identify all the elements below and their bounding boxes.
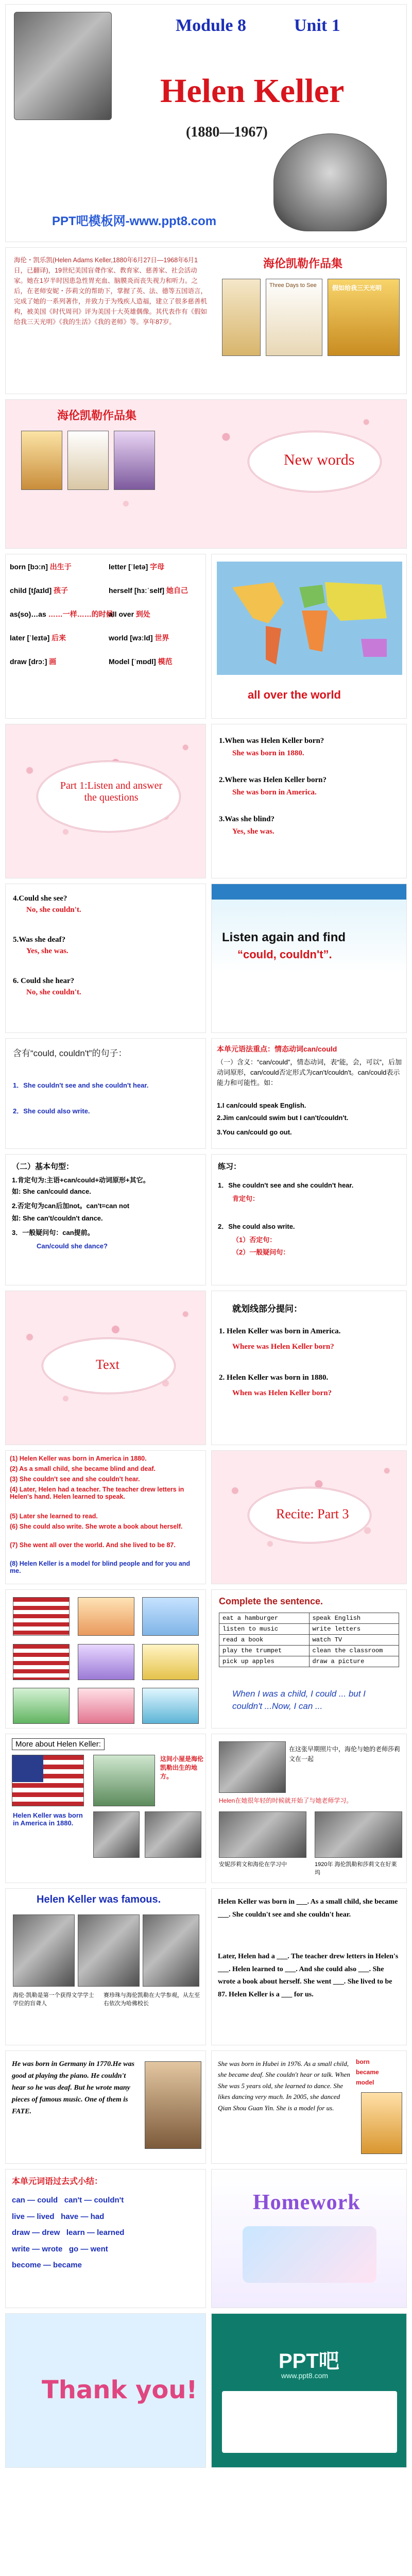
verb: learn [66,2228,85,2237]
past: had [90,2212,105,2221]
new-words-label: New words [284,451,355,468]
book-cover-5 [67,431,109,490]
question-4: 4.Could she see? [13,894,67,903]
dancer-blank-became: became [356,2069,379,2076]
word: draw [10,657,27,666]
slide-fill-blanks [211,1888,407,2045]
tense-pair: become — became [12,2261,82,2269]
tense-pair: draw — drew [12,2228,60,2237]
word: child [10,586,27,595]
slide-complete-sentence [211,1589,407,1728]
slide-sentence-patterns [5,1154,206,1285]
could-heading: 含有“could, couldn't”的句子： [13,1048,127,1058]
slide-more-photos [211,1734,407,1883]
graduation-photo [13,1914,75,1987]
word-row-9 [10,656,56,667]
answer-6: No, she couldn't. [26,988,81,996]
slide-recite [211,1450,407,1584]
word: letter [109,563,127,571]
meaning: 后来 [52,634,66,642]
phrase-row-3 [219,1635,399,1646]
word-row-5 [10,609,113,619]
famous-photo-3 [143,1914,199,1987]
phrase-cell: clean the classroom [310,1646,399,1656]
slide-famous [5,1888,206,2045]
past: learned [97,2228,125,2237]
grammar-heading: 本单元语法重点：情态动词can/could [217,1045,337,1053]
phonetic: [hɜːˈself] [134,586,165,595]
teacher-photo-2 [145,1811,201,1858]
more-about-heading: More about Helen Keller: [12,1738,105,1750]
text-line-1: (1) Helen Keller was born in America in 1880. [10,1455,147,1462]
phrase-cell: speak English [310,1613,399,1624]
hollywood-photo [315,1811,402,1858]
birth-house-caption: 这间小屋是海伦凯勒出生的地方。 [160,1755,204,1780]
years-label: (1880—1967) [186,124,268,140]
slide-thanks [5,2313,206,2468]
kids-image [142,1597,199,1636]
books-title-2: 海伦凯勒作品集 [57,409,137,422]
beethoven-text: He was born in Germany in 1770.He was good at playing the piano. He couldn't hear so he was deaf. But he wrote many pieces of famous music. One of them is FATE. [12,2060,135,2116]
phonetic: [bɔːn] [28,563,48,571]
word-row-2 [109,562,164,572]
module-label: Module 8 [176,16,246,35]
slide-listen-again [211,884,407,1033]
grammar-example-2: 2.Jim can/could swim but I can't/couldn't. [217,1114,349,1122]
phrase-row-1 [219,1613,399,1624]
answer-3: Yes, she was. [232,827,274,836]
question-6: 6. Could she hear? [13,977,75,985]
tv-image [13,1688,70,1724]
past: went [90,2244,108,2253]
verb: live [12,2212,25,2221]
hollywood-caption: 1920年 海伦凯勒和莎莉文在好莱坞 [315,1861,397,1876]
word: born [10,563,26,571]
dancer-blank-born: born [356,2058,370,2065]
book-cover-3-title: 假如给我三天光明 [332,284,382,292]
could-sentence-1: 1．She couldn't see and she couldn't hear. [13,1081,149,1089]
word-row-10 [109,656,173,667]
past-tense-list [12,2192,202,2274]
question-2: 2.Where was Helen Keller born? [219,776,327,784]
question-1: 1.When was Helen Keller born? [219,737,324,745]
phrase-cell: eat a hamburger [219,1613,310,1624]
phonetic: [wɜːld] [130,634,153,642]
pattern-2: 2.否定句为can后加not。can't=can not [12,1202,130,1210]
grammar-meaning: （一）含义：“can/could”，情态动词，表“能，会，可以”，后加动词原形，can/could否定形式为can't/couldn't。can/could表示能力和可能性。如： [217,1058,402,1087]
slide-main-title: Helen Keller [160,72,345,110]
past: became [53,2261,82,2269]
phonetic: …as [31,610,46,618]
tense-pair: live — lived [12,2212,55,2221]
text-line-2: (2) As a small child, she became blind and deaf. [10,1465,156,1472]
slide-homework [211,2169,407,2308]
patterns-heading: （二）基本句型： [12,1162,74,1171]
could-sentence-2: 2．She could also write. [13,1107,90,1115]
study-caption: 安妮莎莉文和海伦在学习中 [219,1861,287,1868]
pattern-2-example: 如: She can't/couldn't dance. [12,1214,103,1222]
slide-activity-images [5,1589,206,1728]
ask-answer-2: When was Helen Keller born? [232,1389,332,1397]
young-study-text: Helen在她很年轻的时候就开始了与她老师学习。 [219,1797,353,1804]
girl-image [78,1597,134,1636]
recite-label: Recite: Part 3 [276,1506,349,1521]
homework-decoration [243,2226,376,2283]
slide-beethoven [5,2050,206,2164]
word-row-3 [10,585,68,596]
book-cover-2-title: Three Days to See [269,282,317,289]
brand-url[interactable]: www.ppt8.com [281,2371,329,2380]
ask-question-1: 1. Helen Keller was born in America. [219,1327,341,1335]
verb: draw [12,2228,30,2237]
word: as(so) [10,610,31,618]
tense-pair: can't — couldn't [64,2196,124,2205]
book-cover-2 [266,279,322,356]
past: couldn't [94,2196,124,2205]
ask-question-2: 2. Helen Keller was born in 1880. [219,1374,329,1382]
meaning: 出生于 [49,563,72,571]
teacher-photo-1 [93,1811,140,1858]
slide-brand [211,2313,407,2468]
grammar-example-3: 3.You can/could go out. [217,1128,292,1136]
practice-heading: 练习： [218,1162,242,1171]
slide-new-words [5,399,407,549]
slide-bio [5,247,407,394]
phonetic: [ˈmɒdl] [131,657,156,666]
slide-q1-3 [211,724,407,878]
phrase-cell: watch TV [310,1635,399,1646]
visit-caption: 赛珍珠与海伦凯勒在大学参观，从左至右依次为哈佛校长 [104,1992,200,2007]
flag-image-1 [13,1597,70,1636]
tense-pair: write — wrote [12,2244,63,2253]
book-cover-4 [21,431,62,490]
phrase-row-4 [219,1646,399,1656]
text-line-6: (6) She could also write. She wrote a book about herself. [10,1523,183,1530]
books-title: 海伦凯勒作品集 [263,257,343,270]
meaning: 世界 [154,634,169,642]
brand-logo: PPT吧 [279,2350,339,2372]
verb: go [68,2244,79,2253]
bio-text: 海伦・凯乐凯(Helen Adams Keller,1880年6月27日—1968年6月1日，已翻译)，19世纪美国盲聋作家、教育家、慈善家、社会活动家。她在1岁半时因患急性胃充血、脑膜炎而丧失视力和听力。之后，在老师安妮・莎莉文的帮助下，掌握了英、法、德等五国语言，完成了她的一系列著作，并致力于为残疾人造福，建立了很多慈善机构，被美国《时代周刊》评为美国十大英雄偶像。其代表作有《假如给我三天光明》《我的生活》《我的老师》等。享年87岁。 [14,257,208,326]
meaning: 她自己 [166,586,188,595]
book-cover-6 [114,431,155,490]
verb: have [61,2212,79,2221]
meaning: 到处 [135,610,150,618]
pattern-3-example: Can/could she dance? [37,1242,108,1250]
slide-practice [211,1154,407,1285]
part1-title: Part 1:Listen and answer the questions [60,780,163,803]
slide-part1 [5,724,206,878]
practice-2: 2．She could also write. [218,1223,295,1230]
practice-1: 1．She couldn't see and she couldn't hear. [218,1181,354,1189]
verb: can [12,2196,25,2205]
flag-image-2 [13,1644,70,1680]
brand-content-panel [222,2391,397,2453]
beethoven-portrait [145,2061,201,2149]
text-line-8: (8) Helen Keller is a model for blind people and for you and me. [10,1560,191,1574]
phonetic: [drɔː] [28,657,47,666]
early-photo-caption: 在这张早期照片中，海伦与她的老师莎莉文在一起 [289,1745,401,1762]
dancer-blank-model: model [356,2079,374,2086]
meaning: 字母 [150,563,165,571]
phrase-row-2 [219,1624,399,1635]
text-line-3: (3) She couldn't see and she couldn't hear. [10,1476,140,1483]
slide-q4-6 [5,884,206,1033]
phrase-row-5 [219,1656,399,1667]
map-caption: all over the world [248,688,341,701]
reading-image [142,1644,199,1680]
practice-2-negative: （1）否定句： [232,1236,277,1244]
past: could [37,2196,58,2205]
early-photo [219,1741,286,1793]
phrase-table [219,1613,399,1667]
phrase-cell: pick up apples [219,1656,310,1667]
text-line-5: (5) Later she learned to read. [10,1513,98,1520]
question-3: 3.Was she blind? [219,815,274,823]
complete-title: Complete the sentence. [219,1596,323,1606]
word: later [10,634,25,642]
phrase-cell: draw a picture [312,1658,365,1665]
slide-word-list [5,554,206,719]
answer-4: No, she couldn't. [26,906,81,914]
dancer-text: She was born in Hubei in 1976. As a small child, she became deaf. She couldn't hear or talk. When She was 5 years old, she learned to dance. She likes dancing very much. In 2005, she danced Qian Shou Guan Yin. She is a model for us. [218,2060,350,2112]
word: herself [109,586,132,595]
phrase-cell: play the trumpet [219,1646,310,1656]
meaning: 模范 [158,657,173,666]
music-image [78,1644,134,1680]
famous-heading: Helen Keller was famous. [37,1894,161,1905]
helen-portrait-left [14,12,112,120]
tense-pair: go — went [68,2244,108,2253]
birth-house-image [93,1755,155,1806]
verb: write [12,2244,30,2253]
famous-photo-2 [78,1914,140,1987]
text-line-7: (7) She went all over the world. And she lived to be 87. [10,1541,176,1549]
text-label: Text [96,1357,119,1372]
map-australia [361,639,387,657]
tense-pair: have — had [61,2212,105,2221]
slide-dancer [211,2050,407,2164]
practice-1-affirmative: 肯定句： [232,1195,260,1202]
word: Model [109,657,130,666]
verb: can't [64,2196,82,2205]
phonetic: [tʃaɪld] [28,586,52,595]
fill-paragraph-2: Later, Helen had a ___. The teacher drew letters in Helen's ___. Helen learned to ___. And she could also ___. She wrote a book about herself. She went ___. She lived to be 87. Helen Keller is a ___ for us. [218,1953,399,1998]
word-row-6 [109,609,150,619]
graduation-caption: 海伦·凯勒是第一个获得文学学士学位的盲聋人 [13,1992,94,2007]
slide-title [5,4,407,242]
homework-label: Homework [253,2191,360,2214]
ask-heading: 就划线部分提问： [232,1304,302,1314]
past: lived [37,2212,55,2221]
answer-5: Yes, she was. [26,947,68,955]
listen-subtitle: “could, couldn't”. [237,948,332,961]
site-link[interactable]: PPT吧模板网-www.ppt8.com [52,214,217,228]
us-flag-canton [12,1755,43,1782]
phrase-cell: read a book [219,1635,310,1646]
tense-pair: can — could [12,2196,58,2205]
word-row-1 [10,562,72,572]
phrase-cell: listen to music [219,1624,310,1635]
past-tense-heading: 本单元词语过去式小结： [12,2177,103,2186]
meaning: ……一样……的时候 [48,610,113,618]
slide-grammar-can-could [211,1038,407,1149]
word: all over [109,610,134,618]
past: drew [42,2228,60,2237]
slide-ask-questions [211,1291,407,1445]
meaning: 画 [49,657,57,666]
fill-paragraph-1: Helen Keller was born in ___. As a small child, she became ___. She couldn't see and she couldn't hear. [218,1898,398,1919]
question-5: 5.Was she deaf? [13,936,66,944]
verb: become [12,2261,41,2269]
thanks-label: Thank you! [42,2376,198,2404]
word-row-4 [109,585,188,596]
slide-world-map [211,554,407,719]
slide-past-tense [5,2169,206,2308]
slide-could-sentences [5,1038,206,1149]
tense-pair: learn — learned [66,2228,125,2237]
meaning: 孩子 [54,586,68,595]
born-caption: Helen Keller was born in America in 1880. [13,1811,83,1827]
listen-header-bar [212,884,407,900]
pattern-1-example: 如: She can/could dance. [12,1188,91,1195]
text-line-4: (4) Later, Helen had a teacher. The teacher drew letters in Helen's hand. Helen learned to speak. [10,1486,184,1500]
grammar-example-1: 1.I can/could speak English. [217,1101,306,1109]
study-photo [219,1811,306,1858]
slide-text-lines [5,1450,206,1584]
word-row-7 [10,633,66,643]
world-map-image [217,562,402,675]
listen-title: Listen again and find [222,930,346,944]
answer-1: She was born in 1880. [232,749,304,757]
phrase-cell: write letters [310,1624,399,1635]
practice-2-question: （2）一般疑问句： [232,1248,290,1256]
slide-more-about [5,1734,206,1883]
past: wrote [42,2244,63,2253]
clean-image [78,1688,134,1724]
book-cover-3 [328,279,400,356]
phonetic: [ˈleɪtə] [27,634,50,642]
pattern-1: 1.肯定句为:主语+can/could+动词原形+其它。 [12,1176,150,1184]
slide-text [5,1291,206,1445]
unit-label: Unit 1 [294,16,340,35]
drawing-image [142,1688,199,1724]
answer-2: She was born in America. [232,788,317,796]
pattern-3: 3．一般疑问句：can提前。 [12,1229,94,1236]
word: world [109,634,128,642]
dancer-photo [361,2092,402,2154]
helen-portrait-right [273,133,387,231]
model-sentence: When I was a child, I could ... but I couldn't ...Now, I can ... [232,1689,366,1711]
phonetic: [ˈletə] [128,563,148,571]
word-row-8 [109,633,169,643]
book-cover-1 [222,279,261,356]
ask-answer-1: Where was Helen Keller born? [232,1343,334,1351]
